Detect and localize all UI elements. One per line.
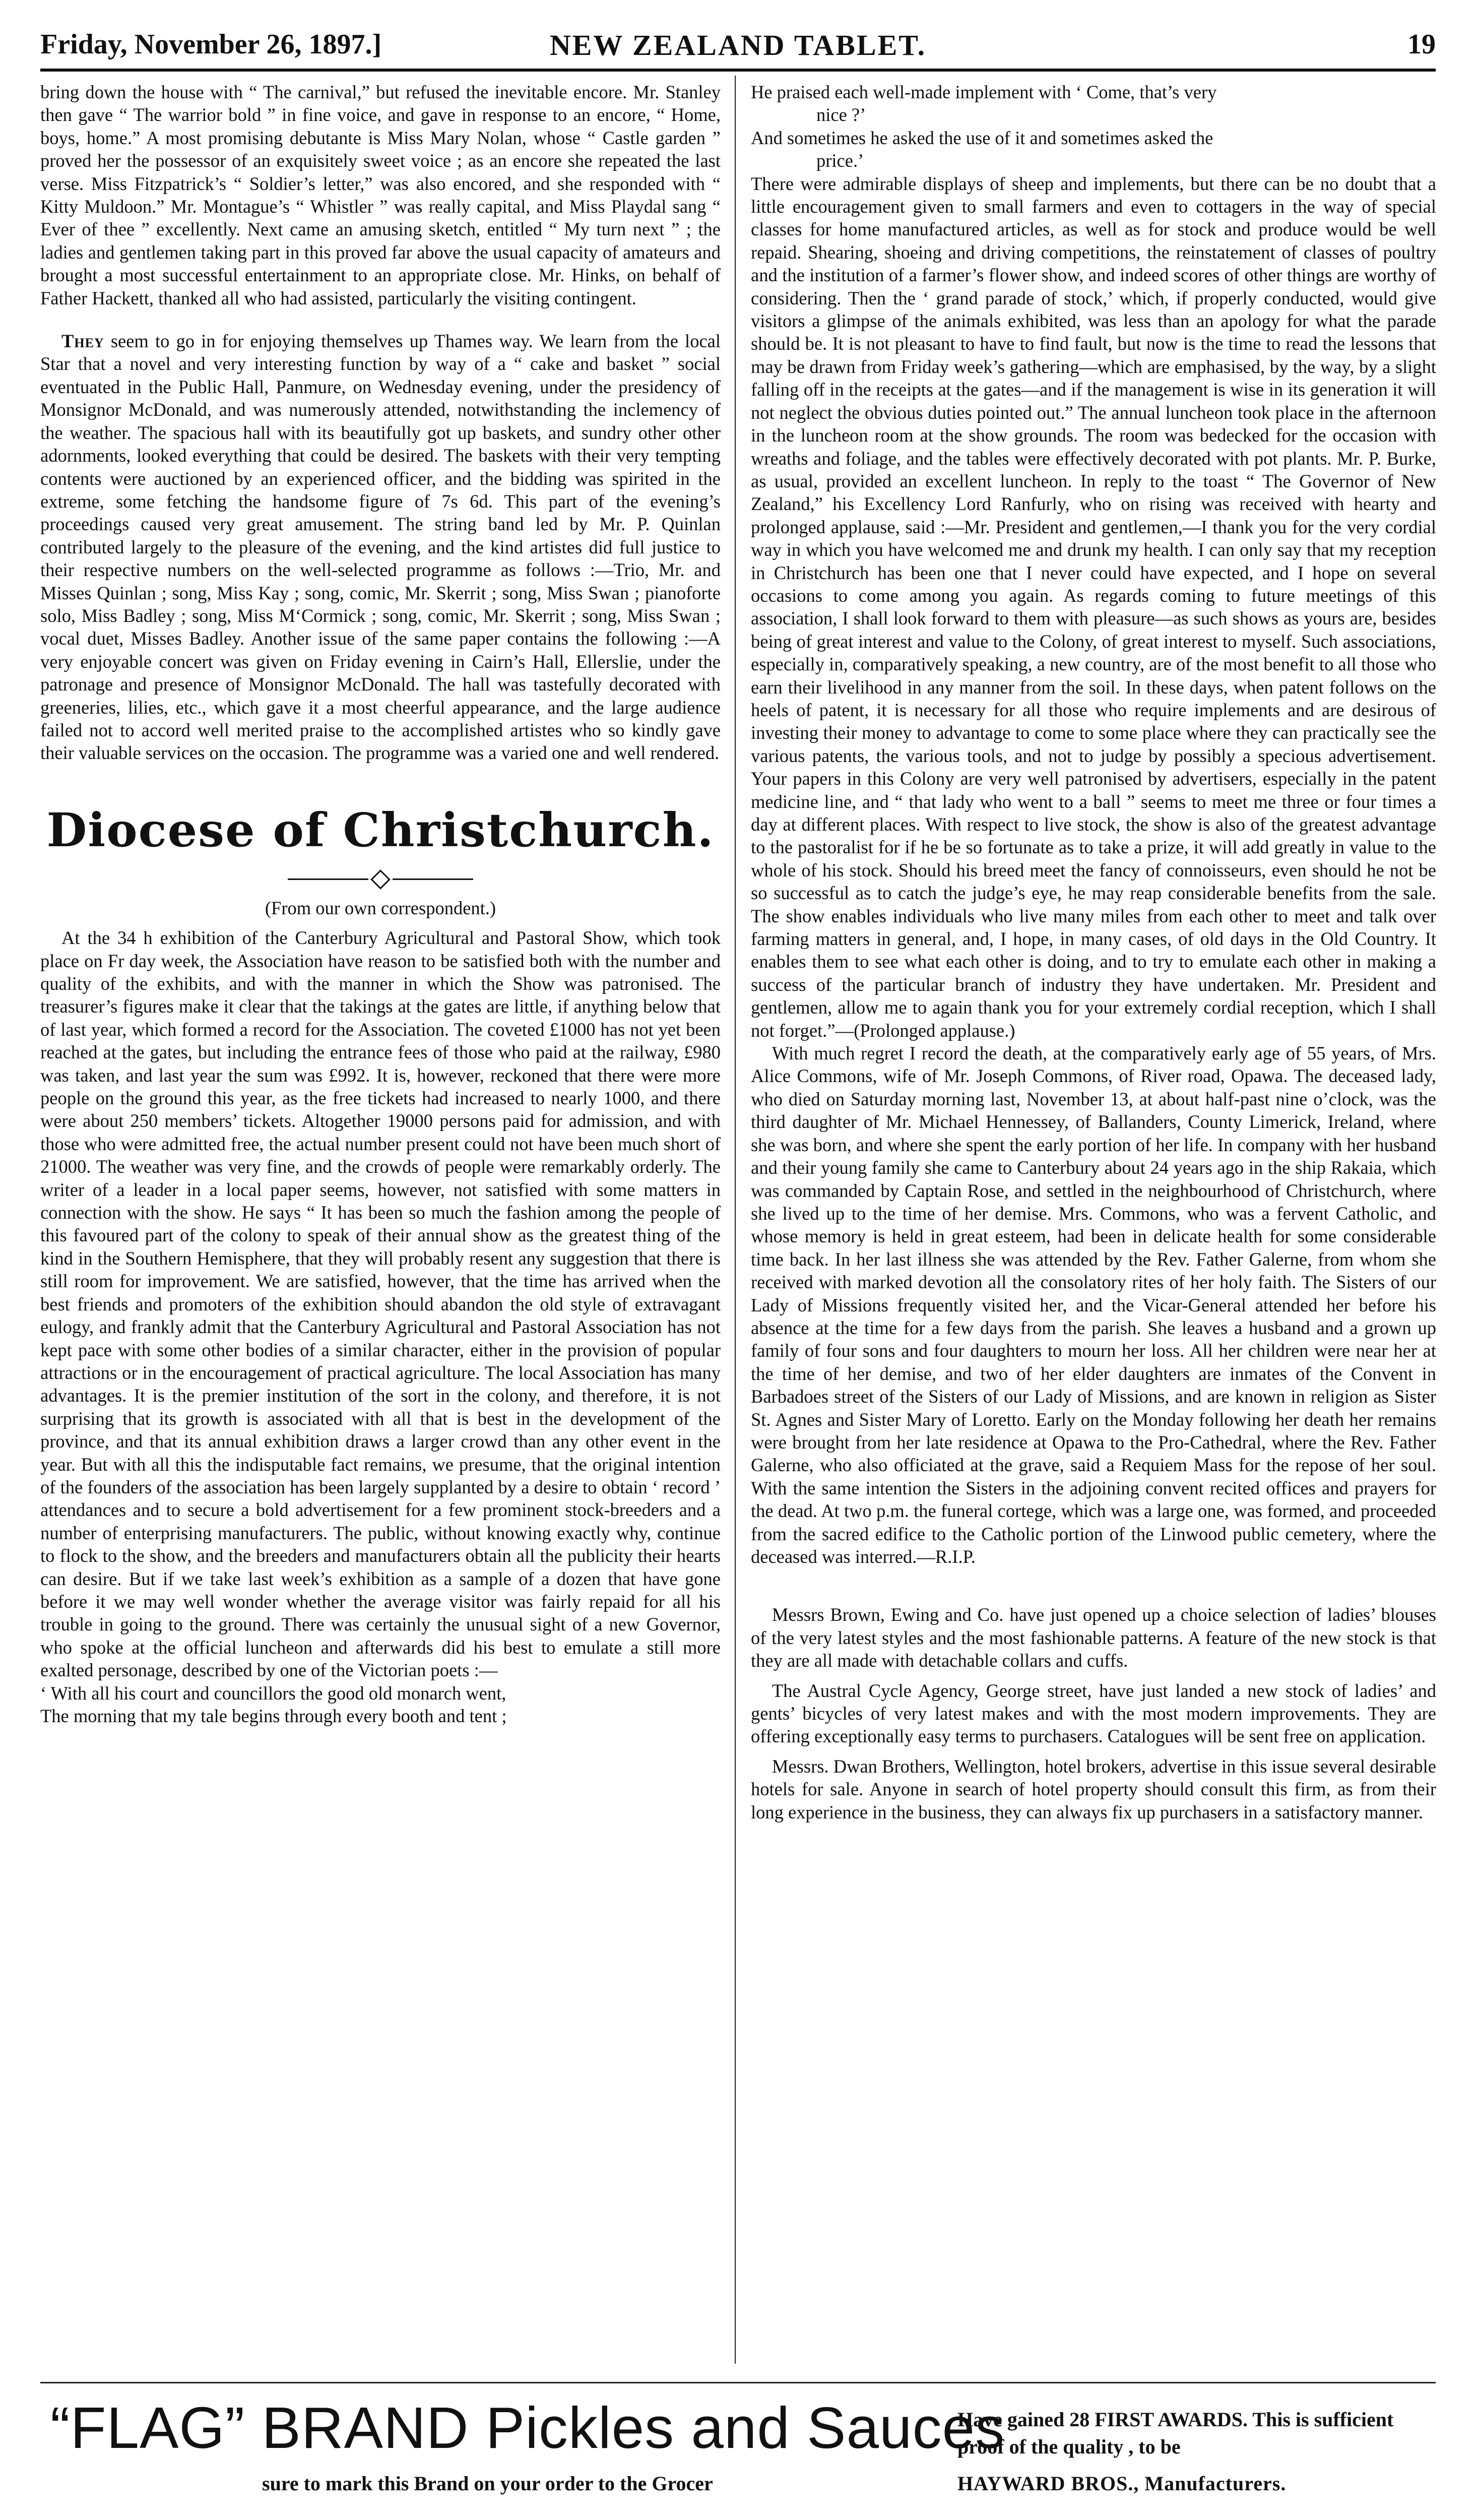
issue-date: Friday, November 26, 1897.]: [40, 29, 382, 60]
page-header: [40, 23, 1436, 72]
byline: (From our own correspondent.): [265, 897, 496, 918]
newspaper-title: NEW ZEALAND TABLET.: [549, 29, 927, 61]
column-divider: [735, 76, 736, 2364]
paragraph-text: seem to go in for enjoying themselves up Thames way. We learn from the local Star that a novel and very interesting function by way of a “ cake and basket ” social eventuated in the Public Hall, Panmure, on Wednesday evening, under the presidency of Monsignor McDonald, and was numerously attended, notwithstanding the inclemency of the weather. The spacious hall with its beautifully got up baskets, and sundry other other adornments, looked everything that could be desired. The baskets with their very tempting contents were auctioned by an experienced officer, and the bidding was spirited in the extreme, some fetching the handsome figure of 7s 6d. This part of the evening’s proceedings caused very great amusement. The string band led by Mr. P. Quinlan contributed largely to the pleasure of the evening, and the kind artistes did full justice to their respective numbers on the well-selected programme as follows :—Trio, Mr. and Misses Quinlan ; song, Miss Kay ; song, comic, Mr. Skerrit ; song, Miss Swan ; pianoforte solo, Miss Badley ; song, Miss M‘Cormick ; song, comic, Mr. Skerrit ; song, Miss Swan ; vocal duet, Misses Badley. Another issue of the same paper contains the following :—A very enjoyable concert was given on Friday evening in Cairn’s Hall, Ellerslie, under the patronage and presence of Monsignor McDonald. The hall was tastefully decorated with greeneries, lilies, etc., which gave it a most cheerful appearance, and the large audience failed not to accord well merited praise to the accomplished artistes who so kindly gave their valuable services on the occasion. The programme was a varied one and well rendered.: [40, 331, 721, 764]
lead-word: They: [61, 331, 104, 352]
verse-line: ‘ With all his court and councillors the good old monarch went,: [40, 1682, 506, 1704]
page-number: 19: [1407, 29, 1436, 60]
advert-awards: Have gained 28 FIRST AWARDS. This is sufficient proof of the quality , to be: [957, 2408, 1394, 2458]
advert-tagline: sure to mark this Brand on your order to the Grocer: [262, 2472, 713, 2495]
ornament-divider: [40, 869, 721, 890]
article-paragraph: [40, 330, 721, 765]
notice-paragraph: The Austral Cycle Agency, George street, have just landed a new stock of ladies’ and gents’ bicycles of very latest makes and with the most modern improvements. They are offering exceptionally easy terms to purchasers. Catalogues will be sent free on application.: [751, 1680, 1436, 1747]
advert-brand: “FLAG” BRAND Pickles and Sauces: [50, 2395, 1005, 2461]
verse-line: nice ?’: [816, 104, 866, 125]
article-paragraph: At the 34 h exhibition of the Canterbury Agricultural and Pastoral Show, which took place on Fr day week, the Association have reason to be satisfied both with the number and quality of the exhibits, and with the manner in which the Show was patronised. The treasurer’s figures make it clear that the takings at the gates are little, if anything below that of last year, which formed a record for the Association. The coveted £1000 has not yet been reached at the gates, but including the entrance fees of those who paid at the railway, £980 was taken, and last year the sum was £992. It is, however, reckoned that there were more people on the ground this year, as the free tickets had increased to nearly 1000, and there were about 250 members’ tickets. Altogether 19000 persons paid for admission, and with those who were admitted free, the actual number present could not have been much short of 21000. The weather was very fine, and the crowds of people were remarkably orderly. The writer of a leader in a local paper seems, however, not satisfied with some matters in connection with the show. He says “ It has been so much the fashion among the people of this favoured part of the colony to speak of their annual show as the greatest thing of the kind in the Southern Hemisphere, that they will probably resent any suggestion that there is still room for improvement. We are satisfied, however, that the time has arrived when the best friends and promoters of the exhibition should abandon the old style of extravagant eulogy, and frankly admit that the Canterbury Agricultural and Pastoral Association has not kept pace with some other bodies of a similar character, either in the provision of popular attractions or in the encouragement of practical agriculture. The local Association has many advantages. It is the premier institution of the sort in the colony, and therefore, it is not surprising that its growth is associated with all that is best in the development of the province, and that its annual exhibition draws a larger crowd than any other event in the year. But with all this the indisputable fact remains, we presume, that the original intention of the founders of the association has been largely supplanted by a desire to obtain ‘ record ’ attendances and to secure a bold advertisement for a few prominent stock-breeders and a number of enterprising manufacturers. The public, without knowing exactly why, continue to flock to the show, and the breeders and manufacturers obtain all the publicity their hearts can desire. But if we take last week’s exhibition as a sample of a dozen that have gone before it we may well wonder whether the average visitor was fairly repaid for all his trouble in going to the ground. There was certainly the unusual sight of a new Governor, who spoke at the official luncheon and afterwards did his best to emulate a still more exalted personage, described by one of the Victorian poets :—: [40, 927, 721, 1681]
advert-rule: [40, 2382, 1436, 2383]
verse-quote: [40, 1682, 721, 1728]
verse-line: price.’: [816, 150, 864, 171]
verse-line: The morning that my tale begins through every booth and tent ;: [40, 1706, 507, 1726]
advertisement: [40, 2395, 1436, 2501]
article-paragraph: bring down the house with “ The carnival,” but refused the inevitable encore. Mr. Stanley then gave “ The warrior bold ” in fine voice, and gave in response to an encore, “ Home, boys, home.” A most promising debutante is Miss Mary Nolan, whose “ Castle garden ” proved her the possessor of an exquisitely sweet voice ; as an encore she repeated the last verse. Miss Fitzpatrick’s “ Soldier’s letter,” was also encored, and she responded with “ Kitty Muldoon.” Mr. Montague’s “ Whistler ” was really capital, and Miss Playdal sang “ Ever of thee ” excellently. Next came an amusing sketch, entitled “ My turn next ” ; the ladies and gentlemen taking part in this proved far above the usual capacity of amateurs and brought a most successful entertainment to an appropriate close. Mr. Hinks, on behalf of Father Hackett, thanked all who had assisted, particularly the visiting contingent.: [40, 82, 721, 308]
notice-paragraph: Messrs. Dwan Brothers, Wellington, hotel brokers, advertise in this issue several desirable hotels for sale. Anyone in search of hotel property should consult this firm, as from their long experience in the business, they can always fix up purchasers in a satisfactory manner.: [751, 1755, 1436, 1822]
verse-quote: [751, 81, 1436, 172]
article-paragraph: With much regret I record the death, at the comparatively early age of 55 years, of Mrs. Alice Commons, wife of Mr. Joseph Commons, of River road, Opawa. The deceased lady, who died on Saturday morning last, November 13, at about half-past nine o’clock, was the third daughter of Mr. Michael Hennessey, of Ballanders, County Limerick, Ireland, where she was born, and where she spent the early portion of her life. In company with her husband and their young family she came to Canterbury about 24 years ago in the ship Rakaia, which was commanded by Captain Rose, and settled in the neighbourhood of Christchurch, where she lived up to the time of her demise. Mrs. Commons, who was a fervent Catholic, and whose memory is held in great esteem, had been in delicate health for some considerable time back. In her last illness she was attended by the Rev. Father Galerne, from whom she received with marked devotion all the consolatory rites of her holy faith. The Sisters of our Lady of Missions frequently visited her, and the Vicar-General attended her before his absence at the time for a few days from the parish. She leaves a husband and a grown up family of four sons and four daughters to mourn her loss. All her children were near her at the time of her demise, and two of her elder daughters are inmates of the Convent in Barbadoes street of the Sisters of our Lady of Missions, and are known in religion as Sister St. Agnes and Sister Mary of Loretto. Early on the Monday following her death her remains were brought from her late residence at Opawa to the Pro-Cathedral, where the Rev. Father Galerne, who also officiated at the grave, said a Requiem Mass for the repose of her soul. With the same intention the Sisters in the adjoining convent recited offices and prayers for the dead. At two p.m. the funeral cortege, which was a large one, was formed, and proceeded from the sacred edifice to the Catholic portion of the Linwood public cemetery, where the deceased was interred.—R.I.P.: [751, 1043, 1436, 1567]
left-column: [40, 81, 721, 1727]
right-column: [751, 81, 1436, 1823]
verse-line: He praised each well-made implement with ‘ Come, that’s very: [751, 82, 1217, 102]
article-paragraph: There were admirable displays of sheep and implements, but there can be no doubt that a little encouragement given to small farmers and even to cottagers in the way of special classes for home manufactured articles, as well as for stock and produce would be well repaid. Shearing, shoeing and driving competitions, the reinstatement of classes of poultry and the institution of a farmer’s flower show, and indeed scores of other things are worthy of considering. Then the ‘ grand parade of stock,’ which, if properly conducted, would give visitors a glimpse of the animals exhibited, was less than an apology for what the parade should be. It is not pleasant to have to find fault, but now is the time to read the lessons that may be drawn from Friday week’s gathering—which are emphasised, by the way, by a slight falling off in the receipts at the gates—and if the management is wise in its generation it will not neglect the obvious duties pointed out.” The annual luncheon took place in the afternoon in the luncheon room at the show grounds. The room was bedecked for the occasion with wreaths and foliage, and the tables were effectively decorated with pot plants. Mr. P. Burke, as usual, provided an excellent luncheon. In reply to the toast “ The Governor of New Zealand,” his Excellency Lord Ranfurly, who on rising was received with hearty and prolonged applause, said :—Mr. President and gentlemen,—I thank you for the very cordial way in which you have welcomed me and drunk my health. I can only say that my reception in Christchurch has been one that I never could have expected, and I hope on several occasions to come among you again. As regards coming to future meetings of this association, I shall look forward to them with pleasure—as such shows as yours are, besides being of great interest and value to the Colony, of great interest to myself. Such associations, especially in, comparatively speaking, a new country, are of the most benefit to all those who earn their livelihood in any manner from the soil. In these days, when patent follows on the heels of patent, it is necessary for all those who require implements and are desirous of investing their money to advantage to come to some place where they can practically see the various patents, the various tools, and not to judge by possibly a specious advertisement. Your papers in this Colony are very well patronised by advertisers, especially in the patent medicine line, and “ that lady who went to a ball ” seems to meet me three or four times a day at different places. With respect to live stock, the show is also of the greatest advantage to the pastoralist for if he be so fortunate as to take a prize, it will add greatly in value to the whole of his stock. Should his breed meet the fancy of connoisseurs, even should he not be so successful as to catch the judge’s eye, he may reap considerable benefits from the sale. The show enables individuals who live many miles from each other to meet and talk over farming matters in general, and, I hope, in many cases, of old days in the Old Country. It enables them to see what each other is doing, and to try to emulate each other in making a success of the particular branch of industry they have undertaken. Mr. President and gentlemen, allow me to again thank you for your extremely cordial reception, which I shall not forget.”—(Prolonged applause.): [751, 173, 1436, 1041]
notice-paragraph: Messrs Brown, Ewing and Co. have just opened up a choice selection of ladies’ blouses of the very latest styles and the most fashionable patterns. A feature of the new stock is that they are all made with detachable collars and cuffs.: [751, 1604, 1436, 1671]
advert-manufacturer: HAYWARD BROS., Manufacturers.: [957, 2472, 1287, 2495]
verse-line: And sometimes he asked the use of it and sometimes asked the: [751, 127, 1213, 148]
section-title: Diocese of Christchurch.: [46, 802, 715, 857]
